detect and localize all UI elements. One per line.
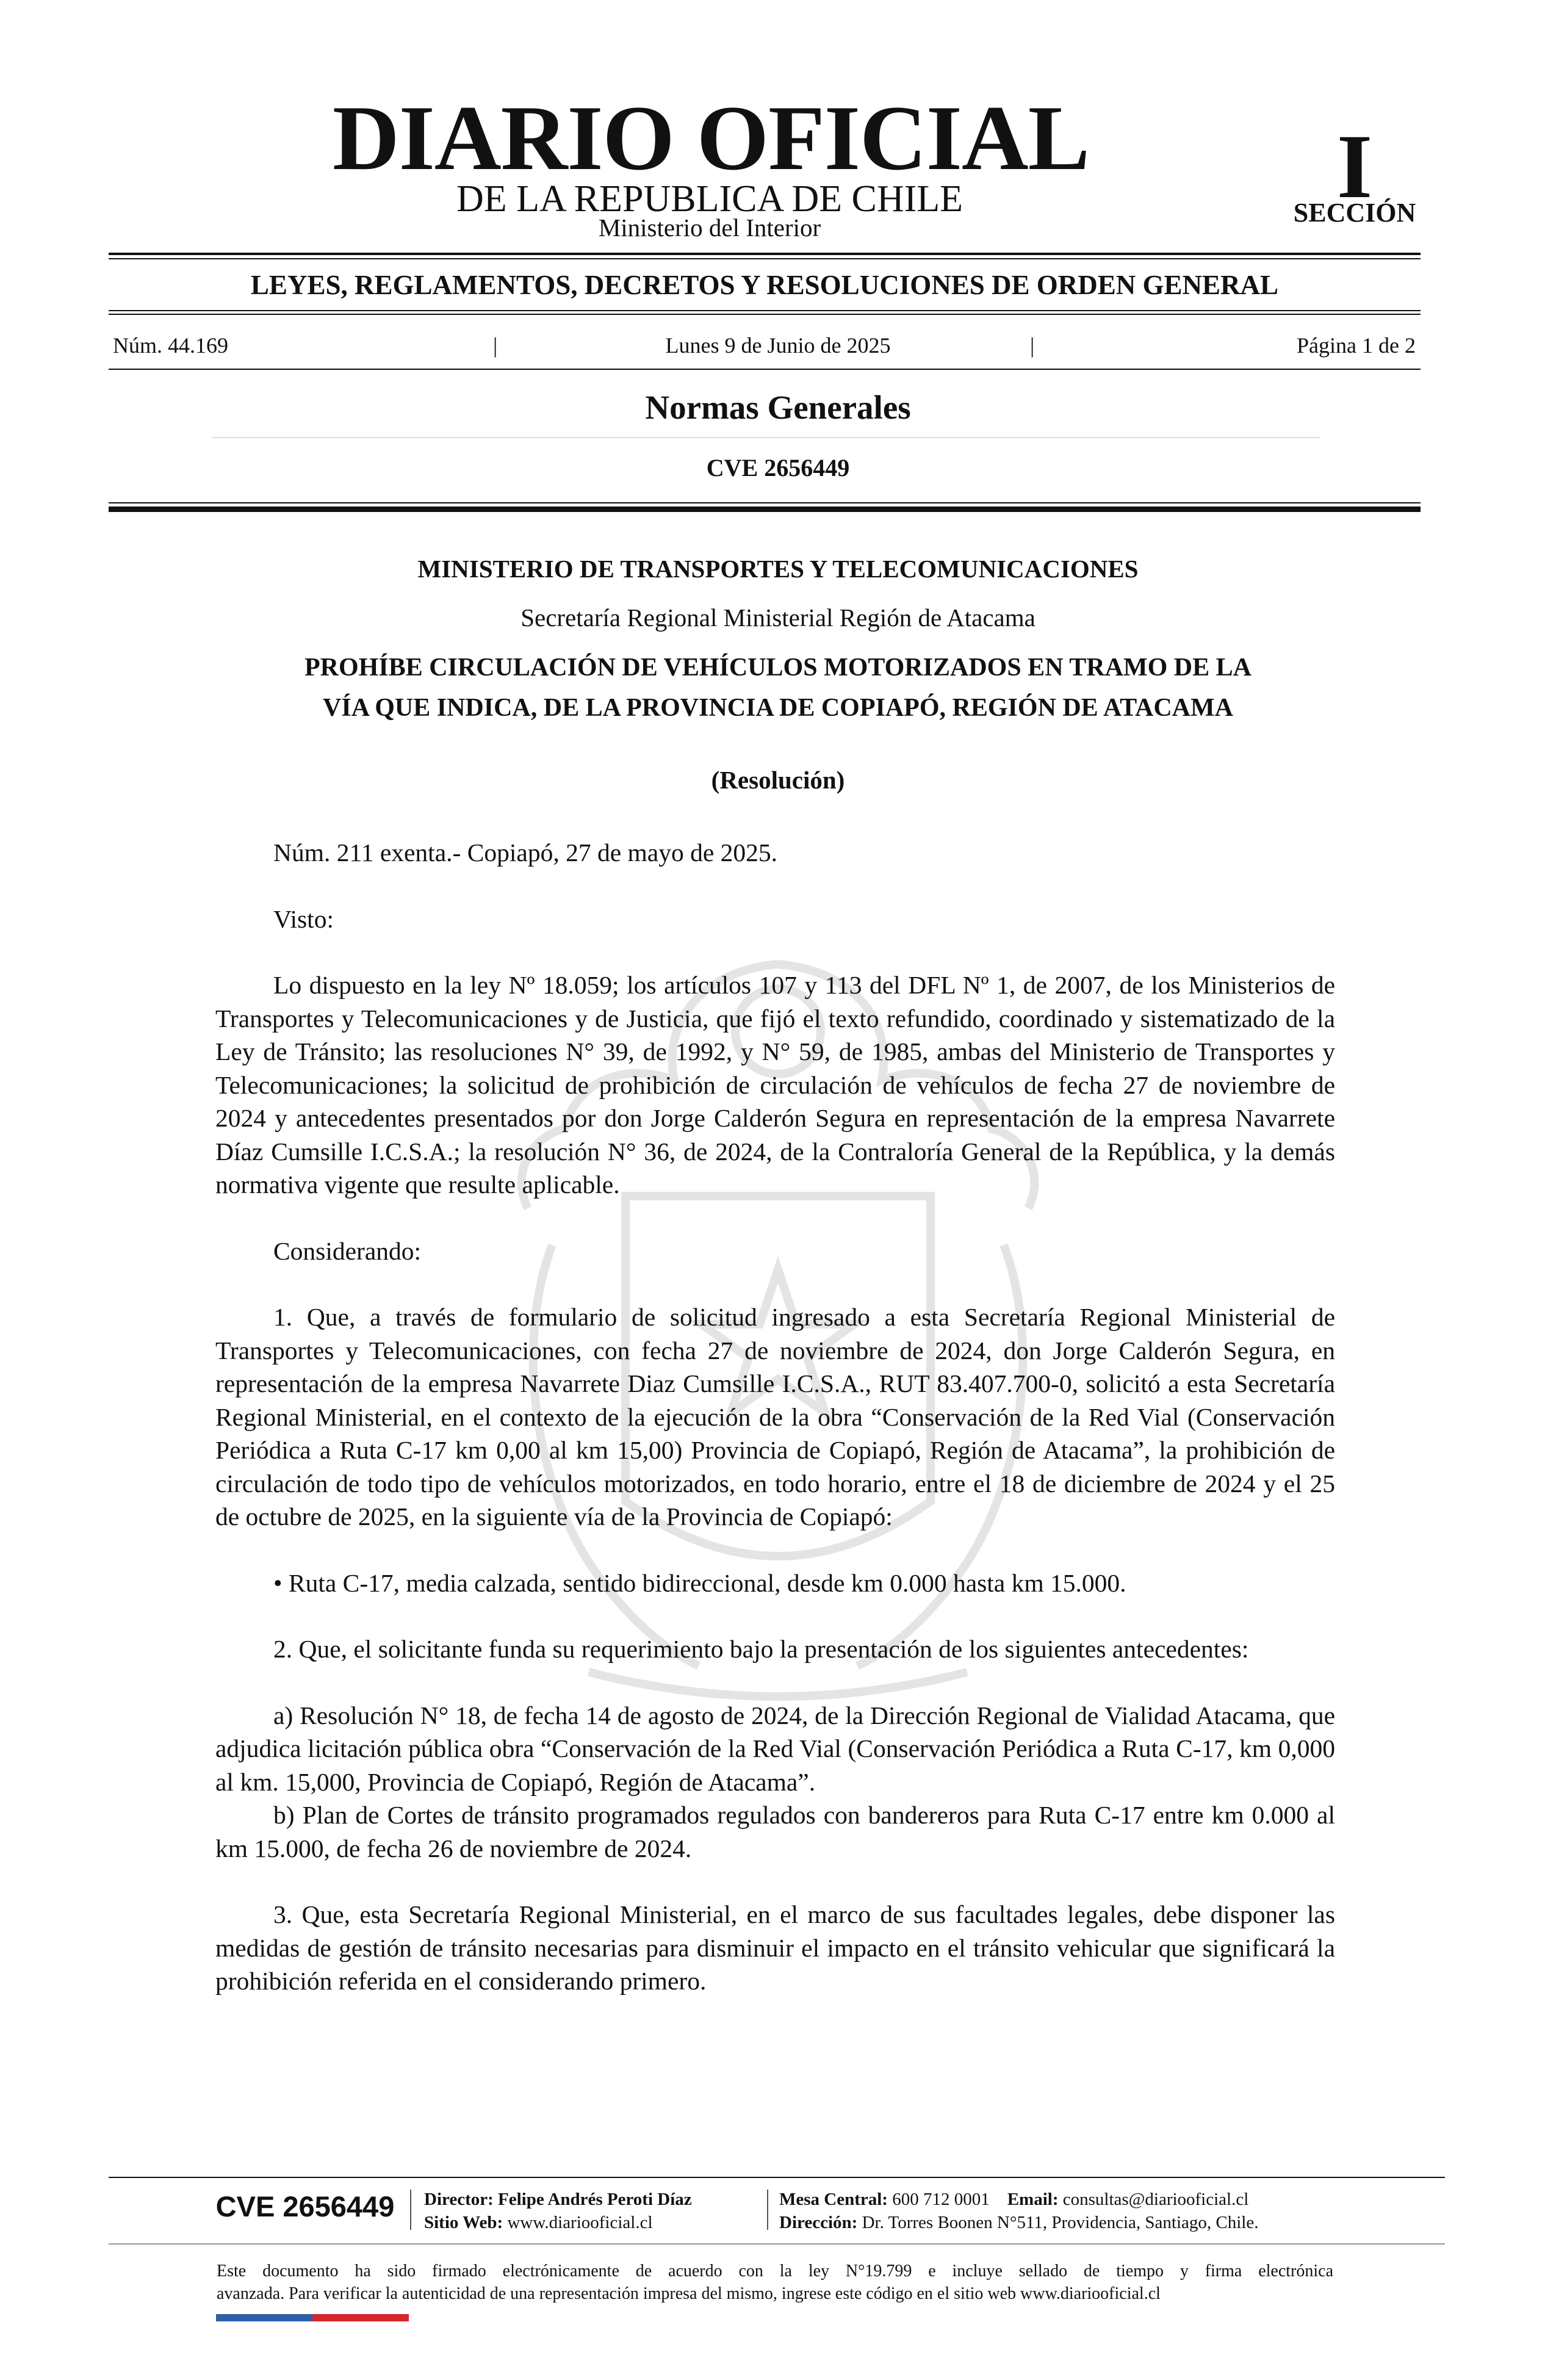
issue-number: Núm. 44.169 [113,333,228,358]
antecedente-b: b) Plan de Cortes de tránsito programados regulados con bandereros para Ruta C-17 entre km 0.000 al km 15.000, de fecha 26 de noviembre de 2024. [215,1801,1335,1863]
masthead-subtitle: DE LA REPUBLICA DE CHILE [456,178,963,220]
section-number: I [1336,116,1373,217]
address: Dr. Torres Boonen N°511, Providencia, Santiago, Chile. [862,2213,1259,2232]
issue-date: Lunes 9 de Junio de 2025 [665,333,891,358]
section-divider [212,437,1320,438]
header-rule-top-thin [109,258,1421,259]
issuing-ministry: MINISTERIO DE TRANSPORTES Y TELECOMUNICACIONES [417,555,1139,583]
email-link[interactable]: consultas@diariooficial.cl [1062,2190,1249,2209]
infobar-rule [109,369,1421,370]
footer-rule-lower [109,2243,1445,2245]
document-type: (Resolución) [711,766,845,794]
footer-director: Director: Felipe Andrés Peroti Díaz Sitio Web: www.diariooficial.cl [424,2190,692,2232]
route-bullet: • Ruta C-17, media calzada, sentido bidireccional, desde km 0.000 hasta km 15.000. [273,1568,1126,1597]
document-title-line-1: PROHÍBE CIRCULACIÓN DE VEHÍCULOS MOTORIZADOS EN TRAMO DE LA [304,654,1252,682]
laws-heading: LEYES, REGLAMENTOS, DECRETOS Y RESOLUCIONES DE ORDEN GENERAL [250,270,1279,300]
masthead-ministry: Ministerio del Interior [598,214,821,242]
flag-bar-blue [216,2314,312,2321]
footer-cve-code: CVE 2656449 [215,2190,395,2223]
considerando-3: 3. Que, esta Secretaría Regional Ministerial, en el marco de sus facultades legales, debe disponer las medidas de gestión de tránsito necesarias para disminuir el impacto en el tránsito vehicular que significará la prohibición referida en el considerando primero. [215,1900,1335,1995]
cve-rule-thin [109,502,1421,503]
document-title-line-2: VÍA QUE INDICA, DE LA PROVINCIA DE COPIAPÓ, REGIÓN DE ATACAMA [323,694,1233,722]
phone-number: 600 712 0001 [892,2190,990,2209]
section-label: SECCIÓN [1293,198,1416,228]
considerando-1: 1. Que, a través de formulario de solicitud ingresado a esta Secretaría Regional Ministerial de Transportes y Telecomunicaciones, con fecha 27 de noviembre de 2024, don Jorge Calderón Segura, en representación de la empresa Navarrete Diaz Cumsille I.C.S.A., RUT 83.407.700-0, solicitó a esta Secretaría Regional Ministerial, en el contexto de la ejecución de la obra “Conservación de la Red Vial (Conservación Periódica a Ruta C-17 km 0,00 al km 15,00) Provincia de Copiapó, Región de Atacama”, la prohibición de circulación de todo tipo de vehículos motorizados, en todo horario, entre el 18 de diciembre de 2024 y el 25 de octubre de 2025, en la siguiente vía de la Provincia de Copiapó: [215,1303,1335,1531]
footer-separator [410,2190,411,2230]
visto-paragraph: Lo dispuesto en la ley Nº 18.059; los artículos 107 y 113 del DFL Nº 1, de 2007, de los Ministerios de Transportes y Telecomunicaciones y de Justicia, que fijó el texto refundido, coordinado y sistematizado de la Ley de Tránsito; las resoluciones N° 39, de 1992, y N° 59, de 1985, ambas del Ministerio de Transportes y Telecomunicaciones; la solicitud de prohibición de circulación de vehículos de fecha 27 de noviembre de 2024 y antecedentes presentados por don Jorge Calderón Segura en representación de la empresa Navarrete Díaz Cumsille I.C.S.A.; la resolución N° 36, de 2024, de la Contraloría General de la República, y la demás normativa vigente que resulte aplicable. [215,971,1335,1199]
laws-rule [109,310,1421,311]
infobar-separator: | [1030,333,1035,358]
cve-code: CVE 2656449 [706,454,850,481]
considerando-2: 2. Que, el solicitante funda su requerimiento bajo la presentación de los siguientes antecedentes: [273,1635,1249,1663]
cve-rule-thick [109,507,1421,512]
website-link[interactable]: www.diariooficial.cl [507,2213,653,2232]
legal-line-1: Este documento ha sido firmado electrónicamente de acuerdo con la ley N°19.799 e incluye sellado de tiempo y firma electrónica [217,2262,1333,2281]
footer-separator [767,2190,768,2230]
masthead-title: DIARIO OFICIAL [332,87,1090,189]
legal-notice [217,2260,1333,2305]
section-title: Normas Generales [645,389,911,426]
footer-rule [109,2177,1445,2178]
resolution-number: Núm. 211 exenta.- Copiapó, 27 de mayo de 2025. [273,838,777,867]
considerando-heading: Considerando: [273,1236,422,1265]
footer-contact: Mesa Central: 600 712 0001 Email: consultas@diariooficial.cl Dirección: Dr. Torres Boonen N°511, Providencia, Santiago, Chile. [779,2190,1259,2232]
antecedente-a: a) Resolución N° 18, de fecha 14 de agosto de 2024, de la Dirección Regional de Vialidad Atacama, que adjudica licitación pública obra “Conservación de la Red Vial (Conservación Periódica a Ruta C-17, km 0,000 al km. 15,000, Provincia de Copiapó, Región de Atacama”. [215,1701,1335,1796]
document-body [215,836,1335,1998]
visto-heading: Visto: [273,904,334,933]
legal-line-2: avanzada. Para verificar la autenticidad de una representación impresa del mismo, ingrese este código en el sitio web www.diariooficial.cl [217,2284,1161,2303]
infobar-separator: | [493,333,498,358]
issuing-office: Secretaría Regional Ministerial Región de Atacama [520,604,1036,632]
laws-rule-double [109,314,1421,315]
flag-bar-red [312,2314,409,2321]
director-name: Felipe Andrés Peroti Díaz [498,2190,692,2209]
page-indicator: Página 1 de 2 [1297,333,1416,358]
header-rule-top [109,253,1421,255]
